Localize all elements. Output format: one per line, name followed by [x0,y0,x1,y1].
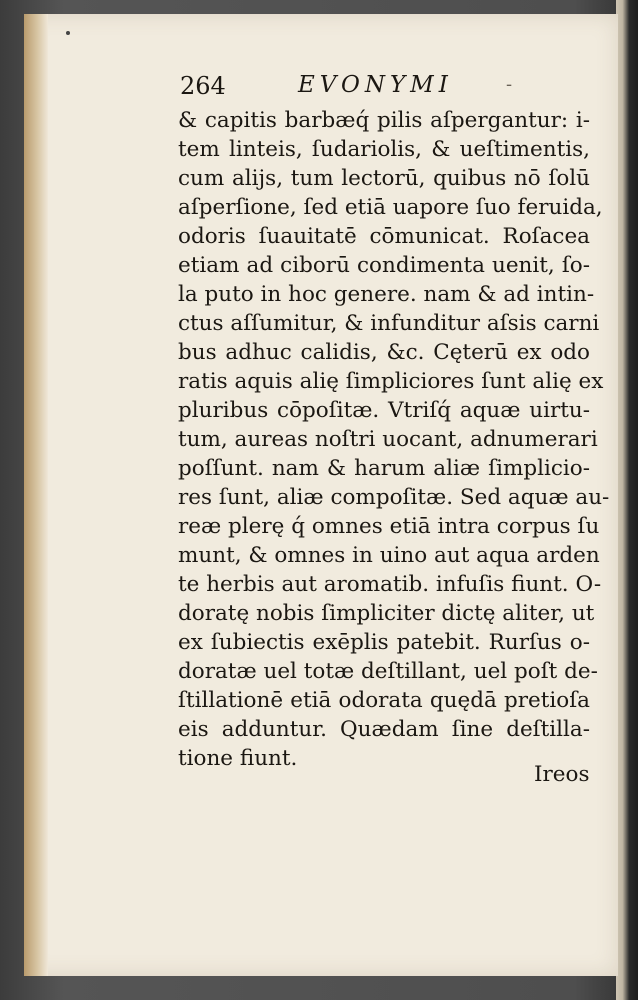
text-line: res ſunt, aliæ compoſitæ. Sed aquæ au- [178,485,610,510]
text-line: tem linteis, ſudariolis, & ueſtimentis, [178,137,590,162]
text-line: pluribus cōpoſitæ. Vtriſq́ aquæ uirtu- [178,398,590,423]
text-line: ſtillationē etiā odorata quędā pretioſa [178,688,590,713]
text-line: munt, & omnes in uino aut aqua arden [178,543,600,568]
text-line: ratis aquis alię ſimpliciores ſunt alię ex [178,369,604,394]
text-line: ex ſubiectis exēplis patebit. Rurſus o- [178,630,590,655]
catchword: Ireos [534,762,590,787]
text-line: te herbis aut aromatib. infuſis fiunt. O- [178,572,602,597]
text-line: cum alijs, tum lectorū, quibus nō ſolū [178,166,590,191]
text-line: aſperſione, ſed etiā uapore ſuo feruida, [178,195,603,220]
ink-spot [66,31,70,35]
facing-page-edge [616,0,638,1000]
running-head [180,72,540,106]
running-title: EVONYMI [298,72,453,98]
gutter-shadow [24,14,48,976]
text-line: ctus aſſumitur, & infunditur aſsis carni [178,311,600,336]
text-line: tum, aureas noſtri uocant, adnumerari [178,427,598,452]
text-line: la puto in hoc genere. nam & ad intin- [178,282,595,307]
text-line: etiam ad ciborū condimenta uenit, ſo- [178,253,590,278]
page-number: 264 [180,72,226,100]
text-line: & capitis barbæq́ pilis aſpergantur: i- [178,108,590,133]
text-line: poſſunt. nam & harum aliæ ſimplicio- [178,456,590,481]
text-line: reæ plerę q́ omnes etiā intra corpus ſu [178,514,600,539]
text-line: odoris ſuauitatē cōmunicat. Roſacea [178,224,590,249]
text-line: eis adduntur. Quædam ſine deſtilla- [178,717,590,742]
running-mark: - [506,74,513,95]
body-text [178,106,610,773]
text-line: bus adhuc calidis, &c. Cęterū ex odo [178,340,590,365]
text-line: tione fiunt. [178,746,298,771]
text-line: doratæ uel totæ deſtillant, uel poſt de- [178,659,598,684]
text-line: doratę nobis ſimpliciter dictę aliter, ut [178,601,595,626]
